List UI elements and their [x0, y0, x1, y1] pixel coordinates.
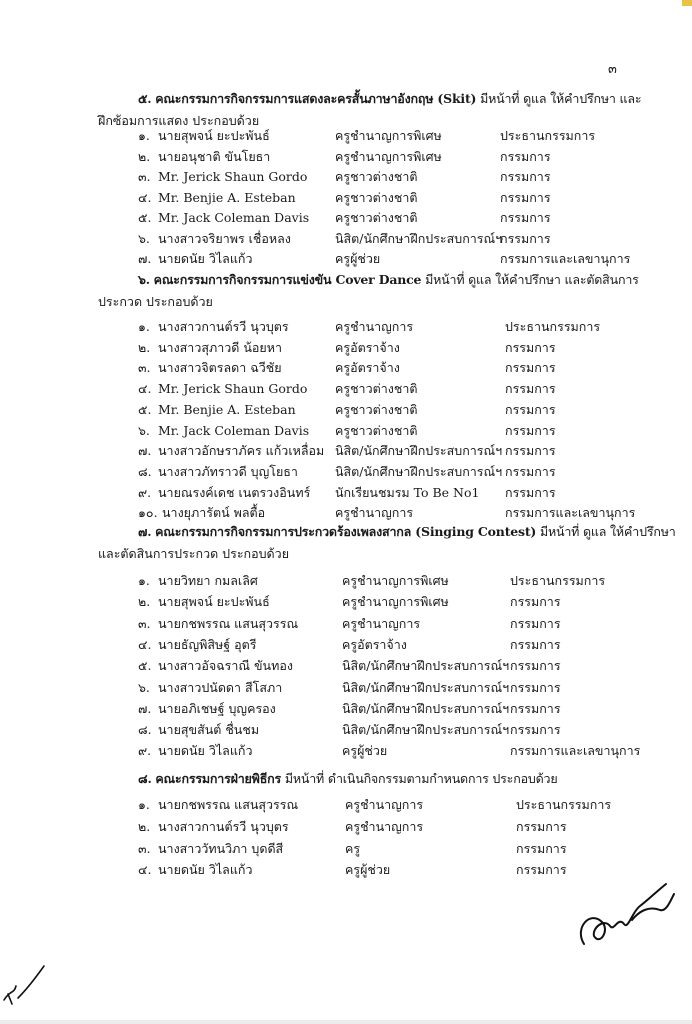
scan-corner-mark — [682, 0, 692, 6]
member-position: นิสิต/นักศึกษาฝึกประสบการณ์ฯ — [335, 463, 503, 479]
member-role: กรรมการ — [505, 463, 556, 479]
member-name: นางสาวกานต์รวี นุวบุตร — [158, 319, 289, 334]
section-duty: มีหน้าที่ ดูแล ให้คำปรึกษา และ — [480, 91, 642, 106]
member-name: นายอนุชาติ ขันโยธา — [158, 148, 271, 164]
member-row — [0, 399, 692, 420]
member-row — [0, 502, 692, 523]
member-row — [0, 816, 692, 837]
member-position: ครูชาวต่างชาติ — [335, 169, 418, 184]
member-row — [0, 719, 692, 740]
member-name: Mr. Benjie A. Esteban — [158, 401, 296, 417]
member-row — [0, 838, 692, 859]
member-index: ๗. — [138, 251, 152, 266]
member-role: กรรมการ — [510, 594, 561, 610]
section-duty: มีหน้าที่ ดูแล ให้คำปรึกษา — [539, 524, 676, 539]
section-title: คณะกรรมการกิจกรรมการแสดงละครสั้นภาษาอังกฤษ (Skit) — [155, 91, 477, 106]
section-heading — [0, 88, 692, 110]
section-duty-continued: ประกวด ประกอบด้วย — [98, 294, 213, 309]
member-role: กรรมการ — [516, 840, 567, 856]
member-position: ครูชำนาญการพิเศษ — [342, 573, 449, 588]
member-role: ประธานกรรมการ — [516, 797, 612, 812]
member-name: นายกชพรรณ แสนสุวรรณ — [158, 797, 299, 812]
member-row — [0, 207, 692, 228]
member-position: ครูชำนาญการ — [342, 615, 421, 631]
member-role: กรรมการ — [505, 381, 556, 397]
member-row — [0, 378, 692, 399]
member-role: ประธานกรรมการ — [505, 319, 601, 334]
member-index: ๔. — [138, 636, 152, 652]
member-position: ครูชาวต่างชาติ — [335, 189, 418, 205]
member-index: ๗. — [138, 443, 152, 459]
section-heading — [0, 269, 692, 291]
member-role: กรรมการ — [505, 443, 556, 459]
member-index: ๕. — [138, 658, 152, 674]
committee-section — [0, 269, 692, 313]
member-position: นิสิต/นักศึกษาฝึกประสบการณ์ฯ — [335, 230, 503, 246]
member-name: นายวิทยา กมลเลิศ — [158, 573, 258, 588]
member-name: นายดนัย วิไลแก้ว — [158, 862, 253, 878]
member-name: นายดนัย วิไลแก้ว — [158, 251, 253, 266]
member-row — [0, 187, 692, 208]
member-row — [0, 482, 692, 503]
member-index: ๑. — [138, 319, 150, 334]
member-role: กรรมการ — [505, 401, 556, 417]
member-index: ๔. — [138, 862, 152, 878]
member-index: ๑๐. — [138, 505, 158, 521]
member-name: นายสุพจน์ ยะปะพันธ์ — [158, 128, 270, 143]
member-position: ครูชาวต่างชาติ — [335, 401, 418, 417]
member-role: กรรมการ — [510, 679, 561, 695]
section-title: คณะกรรมการกิจกรรมการประกวดร้องเพลงสากล (Singing Contest) — [155, 524, 537, 539]
member-position: ครูชาวต่างชาติ — [335, 210, 418, 225]
member-row — [0, 859, 692, 880]
member-index: ๔. — [138, 189, 152, 205]
member-position: ครูชำนาญการ — [345, 818, 424, 834]
member-name: นางยุภารัตน์ พลตื้อ — [162, 505, 266, 521]
member-row — [0, 677, 692, 698]
member-row — [0, 420, 692, 441]
section-duty-continued: ฝึกซ้อมการแสดง ประกอบด้วย — [98, 113, 260, 128]
member-name: Mr. Jack Coleman Davis — [158, 422, 310, 438]
member-role: กรรมการ — [516, 862, 567, 878]
member-index: ๑. — [138, 573, 150, 588]
member-name: นางสาวปนัดดา สีโสภา — [158, 679, 283, 695]
member-row — [0, 125, 692, 146]
member-role: กรรมการ — [500, 169, 551, 184]
member-position: นิสิต/นักศึกษาฝึกประสบการณ์ฯ — [335, 443, 503, 459]
member-row — [0, 794, 692, 815]
member-role: กรรมการ — [510, 700, 561, 716]
member-role: กรรมการ — [510, 658, 561, 674]
member-name: นายดนัย วิไลแก้ว — [158, 743, 253, 759]
member-role: ประธานกรรมการ — [510, 573, 606, 588]
member-index: ๙. — [138, 484, 152, 500]
member-name: นางสาวจริยาพร เชื่อหลง — [158, 230, 291, 246]
member-index: ๖. — [138, 230, 150, 246]
member-index: ๓. — [138, 840, 151, 856]
member-index: ๖. — [138, 679, 150, 695]
committee-section — [0, 768, 692, 790]
member-role: กรรมการ — [516, 818, 567, 834]
member-row — [0, 591, 692, 612]
member-position: นิสิต/นักศึกษาฝึกประสบการณ์ฯ — [342, 679, 510, 695]
member-role: กรรมการ — [505, 422, 556, 438]
member-name: นายสุพจน์ ยะปะพันธ์ — [158, 594, 270, 610]
member-name: นางสาวภัทราวดี บุญโยธา — [158, 463, 298, 479]
section-duty: มีหน้าที่ ดำเนินกิจกรรมตามกำหนดการ ประกอบด้วย — [284, 771, 558, 786]
member-name: นายอภิเชษฐ์ บุญครอง — [158, 700, 276, 716]
member-index: ๓. — [138, 169, 151, 184]
member-row — [0, 337, 692, 358]
member-name: นางสาวอัจฉราณี ขันทอง — [158, 658, 293, 674]
member-index: ๙. — [138, 743, 152, 759]
member-position: นิสิต/นักศึกษาฝึกประสบการณ์ฯ — [342, 722, 510, 738]
member-index: ๓. — [138, 360, 151, 376]
member-position: ครูชำนาญการพิเศษ — [342, 594, 449, 610]
member-name: Mr. Benjie A. Esteban — [158, 189, 296, 205]
section-number: ๘. — [138, 771, 152, 786]
member-position: ครูผู้ช่วย — [345, 862, 391, 878]
member-role: กรรมการและเลขานุการ — [500, 251, 631, 266]
member-index: ๕. — [138, 210, 152, 225]
member-role: กรรมการ — [500, 230, 551, 246]
member-role: กรรมการ — [505, 339, 556, 355]
member-position: ครูอัตราจ้าง — [335, 339, 400, 355]
member-position: นักเรียนชมรม To Be No1 — [335, 484, 480, 500]
section-duty: มีหน้าที่ ดูแล ให้คำปรึกษา และตัดสินการ — [425, 272, 639, 287]
member-role: กรรมการ — [510, 722, 561, 738]
member-role: ประธานกรรมการ — [500, 128, 596, 143]
member-position: ครูชำนาญการ — [335, 319, 414, 334]
member-row — [0, 613, 692, 634]
member-index: ๖. — [138, 422, 150, 438]
member-index: ๒. — [138, 339, 151, 355]
member-position: ครูชำนาญการพิเศษ — [335, 128, 442, 143]
member-name: นายสุขสันต์ ชื่นชม — [158, 722, 260, 738]
member-index: ๑. — [138, 797, 150, 812]
member-role: กรรมการและเลขานุการ — [505, 505, 636, 521]
member-index: ๓. — [138, 615, 151, 631]
member-position: ครูผู้ช่วย — [342, 743, 388, 759]
member-name: นายธัญพิสิษฐ์ อุตรี — [158, 636, 257, 652]
member-row — [0, 166, 692, 187]
member-role: กรรมการ — [505, 360, 556, 376]
committee-section — [0, 521, 692, 565]
member-position: นิสิต/นักศึกษาฝึกประสบการณ์ฯ — [342, 658, 510, 674]
section-heading — [0, 768, 692, 790]
member-role: กรรมการและเลขานุการ — [510, 743, 641, 759]
member-name: นางสาววัทนวิภา บุดดีสี — [158, 840, 284, 856]
member-index: ๘. — [138, 463, 152, 479]
member-index: ๗. — [138, 700, 152, 716]
member-role: กรรมการ — [500, 148, 551, 164]
section-title: คณะกรรมการกิจกรรมการแข่งขัน Cover Dance — [153, 272, 422, 287]
member-index: ๕. — [138, 401, 152, 417]
member-row — [0, 634, 692, 655]
member-row — [0, 570, 692, 591]
member-position: ครู — [345, 840, 361, 856]
member-row — [0, 228, 692, 249]
member-index: ๒. — [138, 594, 151, 610]
section-duty-continued: และตัดสินการประกวด ประกอบด้วย — [98, 546, 290, 561]
section-number: ๗. — [138, 524, 152, 539]
member-position: นิสิต/นักศึกษาฝึกประสบการณ์ฯ — [342, 700, 510, 716]
member-name: Mr. Jerick Shaun Gordo — [158, 381, 308, 397]
member-name: นางสาวกานต์รวี นุวบุตร — [158, 818, 289, 834]
member-index: ๒. — [138, 818, 151, 834]
member-index: ๘. — [138, 722, 152, 738]
member-position: ครูชาวต่างชาติ — [335, 381, 418, 397]
member-position: ครูชำนาญการพิเศษ — [335, 148, 442, 164]
member-role: กรรมการ — [510, 615, 561, 631]
member-row — [0, 655, 692, 676]
member-index: ๒. — [138, 148, 151, 164]
member-name: นางสาวจิตรลดา ฉวีชัย — [158, 360, 282, 376]
member-row — [0, 740, 692, 761]
scan-bottom-edge — [0, 1020, 692, 1024]
member-position: ครูอัตราจ้าง — [335, 360, 400, 376]
member-row — [0, 698, 692, 719]
member-position: ครูอัตราจ้าง — [342, 636, 407, 652]
initials-mark — [0, 960, 50, 1010]
member-role: กรรมการ — [510, 636, 561, 652]
member-role: กรรมการ — [505, 484, 556, 500]
member-row — [0, 146, 692, 167]
member-row — [0, 440, 692, 461]
member-role: กรรมการ — [500, 189, 551, 205]
member-position: ครูผู้ช่วย — [335, 251, 381, 266]
section-number: ๖. — [138, 272, 150, 287]
section-number: ๕. — [138, 91, 152, 106]
section-title: คณะกรรมการฝ่ายพิธีกร — [155, 771, 282, 786]
member-position: ครูชำนาญการ — [335, 505, 414, 521]
page-number: ๓ — [608, 62, 617, 77]
member-name: นายณรงค์เดช เนตรวงอินทร์ — [158, 484, 311, 500]
member-row — [0, 461, 692, 482]
member-position: ครูชาวต่างชาติ — [335, 422, 418, 438]
member-row — [0, 316, 692, 337]
member-row — [0, 357, 692, 378]
member-index: ๑. — [138, 128, 150, 143]
member-name: Mr. Jack Coleman Davis — [158, 210, 310, 225]
member-row — [0, 248, 692, 269]
member-name: Mr. Jerick Shaun Gordo — [158, 169, 308, 184]
member-role: กรรมการ — [500, 210, 551, 225]
member-position: ครูชำนาญการ — [345, 797, 424, 812]
section-heading — [0, 521, 692, 543]
member-name: นายกชพรรณ แสนสุวรรณ — [158, 615, 299, 631]
member-index: ๔. — [138, 381, 152, 397]
member-name: นางสาวสุภาวดี น้อยหา — [158, 339, 282, 355]
member-name: นางสาวอักษราภัคร แก้วเหลื่อม — [158, 443, 325, 459]
